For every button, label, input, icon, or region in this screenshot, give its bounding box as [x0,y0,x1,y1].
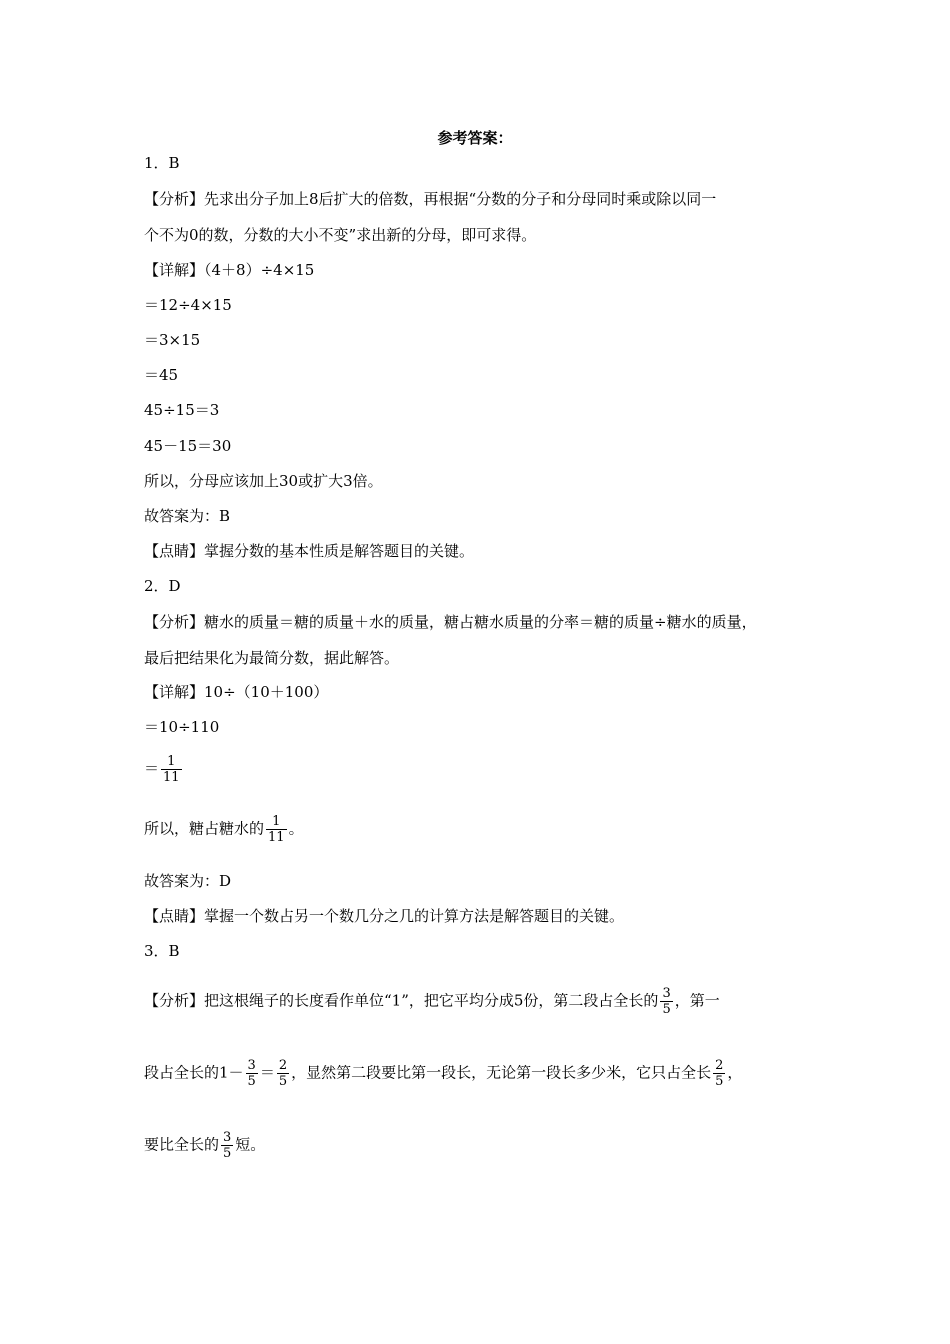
analysis-text: 段占全长的1－ [144,1063,244,1082]
fraction-3-5 [660,986,672,1017]
fraction-denominator: 5 [278,1074,288,1089]
q2-answer: 2．D [144,577,181,595]
fraction-numerator: 2 [278,1058,288,1073]
q1-analysis-line1: 【分析】先求出分子加上8后扩大的倍数，再根据“分数的分子和分母同时乘或除以同一 [144,190,717,208]
fraction-numerator: 1 [272,814,281,829]
q2-point: 【点睛】掌握一个数占另一个数几分之几的计算方法是解答题目的关键。 [144,907,625,925]
fraction-3-5 [221,1130,233,1161]
q1-analysis-line2: 个不为0的数，分数的大小不变”求出新的分母，即可求得。 [144,226,537,244]
q2-detail: 【详解】10÷（10＋100） [144,683,329,701]
q1-conclusion: 所以，分母应该加上30或扩大3倍。 [144,472,383,490]
conclusion-text: 所以，糖占糖水的 [144,819,265,838]
analysis-text: 【分析】把这根绳子的长度看作单位“1”，把它平均分成5份，第二段占全长的 [144,991,659,1010]
analysis-text: 要比全长的 [144,1135,220,1154]
fraction-numerator: 3 [223,1130,232,1145]
q2-analysis-line2: 最后把结果化为最简分数，据此解答。 [144,649,400,667]
q1-final-answer: 故答案为：B [144,507,231,525]
fraction-numerator: 2 [715,1058,724,1073]
q3-answer: 3．B [144,942,180,960]
q2-conclusion [144,814,304,845]
q1-answer: 1．B [144,154,180,172]
q1-point: 【点睛】掌握分数的基本性质是解答题目的关键。 [144,542,475,560]
analysis-text: ， [727,1063,743,1082]
fraction-denominator: 5 [223,1146,232,1161]
q3-analysis-line3 [144,1130,265,1161]
equals-sign: ＝ [144,759,160,778]
q1-step1: ＝12÷4×15 [144,296,232,314]
fraction-numerator: 3 [247,1058,256,1073]
equals-sign: ＝ [259,1063,275,1082]
q1-step4: 45÷15＝3 [144,401,220,419]
q2-final-answer: 故答案为：D [144,872,232,890]
q2-analysis-line1: 【分析】糖水的质量＝糖的质量＋水的质量，糖占糖水质量的分率＝糖的质量÷糖水的质量， [144,613,757,631]
analysis-text: ，显然第二段要比第一段长，无论第一段长多少米，它只占全长 [291,1063,712,1082]
conclusion-period: 。 [288,819,304,838]
fraction-denominator: 11 [268,830,285,845]
q3-analysis-line1 [144,986,720,1017]
analysis-text: 短。 [235,1135,266,1154]
q2-step2 [144,754,184,785]
fraction-denominator: 5 [247,1074,256,1089]
fraction-2-5 [713,1058,725,1089]
q1-step2: ＝3×15 [144,331,201,349]
fraction-numerator: 3 [662,986,671,1001]
q3-analysis-line2 [144,1058,742,1089]
fraction-1-11 [266,814,287,845]
page-title: 参考答案： [437,129,513,147]
q1-step3: ＝45 [144,366,179,384]
q2-step1: ＝10÷110 [144,718,220,736]
fraction-3-5 [246,1058,258,1089]
analysis-text: ，第一 [674,991,720,1010]
fraction-denominator: 5 [715,1074,724,1089]
fraction-numerator: 1 [167,754,176,769]
fraction-denominator: 11 [163,770,180,785]
fraction-denominator: 5 [662,1002,671,1017]
fraction-2-5 [277,1058,289,1089]
q1-step5: 45－15＝30 [144,437,232,455]
fraction-1-11 [161,754,182,785]
q1-detail: 【详解】（4＋8）÷4×15 [144,261,315,279]
